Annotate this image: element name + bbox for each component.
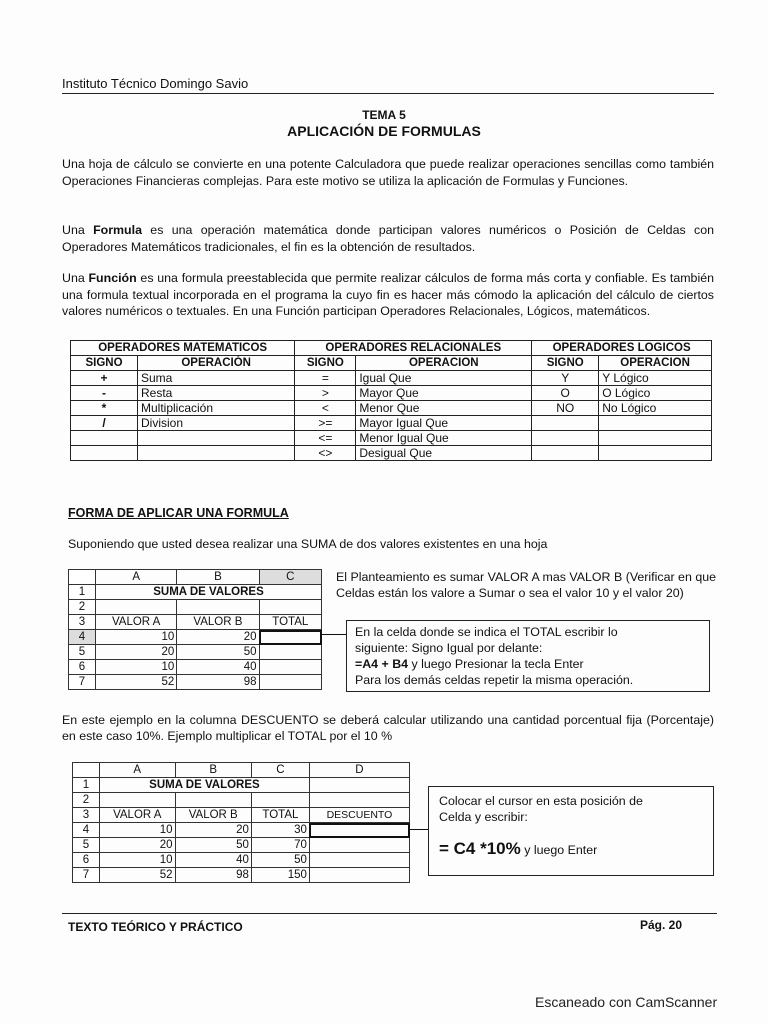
cell-c7: 150 [251, 868, 309, 883]
operator-name: Mayor Que [356, 386, 532, 401]
group-logical: OPERADORES LOGICOS [532, 341, 712, 356]
operator-sign: > [295, 386, 356, 401]
operator-name: O Lógico [599, 386, 712, 401]
formula-definition: es una operación matemática donde participan valores numéricos o Posición de Celdas con Operadores Matemáticos tradicionales, el fin es la obtención de resultados. [62, 223, 714, 254]
cell-a5: 20 [96, 645, 177, 660]
operator-sign [71, 431, 138, 446]
operator-name: No Lógico [599, 401, 712, 416]
row-number: 4 [69, 630, 96, 645]
row-number: 1 [73, 778, 100, 793]
header-descuento: DESCUENTO [309, 808, 409, 823]
operator-sign [532, 431, 599, 446]
suppose-text: Suponiendo que usted desea realizar una SUMA de dos valores existentes en una hoja [68, 537, 548, 551]
operator-name: Igual Que [356, 371, 532, 386]
pointer-line [408, 829, 428, 830]
instruction-line: Colocar el cursor en esta posición de [439, 794, 643, 808]
cell [96, 600, 177, 615]
col-signo: SIGNO [532, 356, 599, 371]
formula-after: y luego Enter [520, 843, 598, 857]
operator-sign: = [295, 371, 356, 386]
operator-sign [532, 446, 599, 461]
cell [175, 793, 251, 808]
col-header-b: B [177, 570, 259, 585]
cursor-instruction-box [428, 786, 714, 876]
header-valor-b: VALOR B [175, 808, 251, 823]
operator-sign [532, 416, 599, 431]
cell [251, 793, 309, 808]
row-number: 6 [69, 660, 96, 675]
function-lead: Una [62, 271, 89, 285]
cell [259, 600, 321, 615]
operator-name: Y Lógico [599, 371, 712, 386]
operator-sign: + [71, 371, 138, 386]
col-header-d: D [309, 763, 409, 778]
cell-a5: 20 [100, 838, 176, 853]
institution-name: Instituto Técnico Domingo Savio [62, 76, 249, 91]
col-signo: SIGNO [71, 356, 138, 371]
header-divider [62, 93, 714, 94]
cell-c5: 70 [251, 838, 309, 853]
row-number: 2 [69, 600, 96, 615]
operators-table [70, 340, 712, 461]
operator-row [71, 386, 712, 401]
row-number: 5 [73, 838, 100, 853]
corner-cell [69, 570, 96, 585]
section-title: FORMA DE APLICAR UNA FORMULA [68, 506, 289, 520]
operator-sign: / [71, 416, 138, 431]
header-valor-b: VALOR B [177, 615, 259, 630]
spreadsheet-discount [72, 762, 410, 883]
row-number: 3 [73, 808, 100, 823]
topic-number: TEMA 5 [362, 108, 406, 122]
cell-c6: 50 [251, 853, 309, 868]
cell-b7: 98 [177, 675, 259, 690]
col-operacion: OPERACIÓN [138, 356, 295, 371]
operator-name [138, 446, 295, 461]
cell-c7 [259, 675, 321, 690]
operator-sign: O [532, 386, 599, 401]
operator-sign: < [295, 401, 356, 416]
cell-d6 [309, 853, 409, 868]
function-definition: es una formula preestablecida que permite realizar cálculos de forma más corta y confiable. Es también una formula textual incorporada en el programa la cuyo fin es hacer más cómodo la aplicación del cálculo de ciertos valores numéricos o textuales. En una Función participan Operadores Relacionales, Lógicos, matemáticos. [62, 271, 714, 318]
cell-a7: 52 [96, 675, 177, 690]
operator-row [71, 401, 712, 416]
cell-a4: 10 [100, 823, 176, 838]
row-number: 7 [69, 675, 96, 690]
example-paragraph: En este ejemplo en la columna DESCUENTO se deberá calcular utilizando una cantidad porcentual fija (Porcentaje) en este caso 10%. Ejemplo multiplicar el TOTAL por el 10 % [62, 713, 714, 743]
header-valor-a: VALOR A [96, 615, 177, 630]
page-number: Pág. 20 [640, 918, 683, 932]
col-header-a: A [96, 570, 177, 585]
row-number: 4 [73, 823, 100, 838]
operator-row [71, 431, 712, 446]
operator-sign: NO [532, 401, 599, 416]
instruction-box [346, 620, 710, 692]
operator-sign: - [71, 386, 138, 401]
operator-row [71, 416, 712, 431]
instruction-line: Para los demás celdas repetir la misma operación. [355, 673, 634, 687]
col-header-c: C [259, 570, 321, 585]
operator-sign [71, 446, 138, 461]
formula-paragraph [62, 222, 714, 255]
cell-b4: 20 [177, 630, 259, 645]
sheet-title: SUMA DE VALORES [96, 585, 322, 600]
operator-name: Desigual Que [356, 446, 532, 461]
cell-d5 [309, 838, 409, 853]
cell [309, 778, 409, 793]
cell-a7: 52 [100, 868, 176, 883]
cell-a4: 10 [96, 630, 177, 645]
spreadsheet-sum [68, 569, 322, 690]
cell-b7: 98 [175, 868, 251, 883]
corner-cell [73, 763, 100, 778]
cell-c4-selected [259, 630, 321, 645]
row-number: 5 [69, 645, 96, 660]
operator-name: Suma [138, 371, 295, 386]
operator-name: Menor Igual Que [356, 431, 532, 446]
intro-paragraph: Una hoja de cálculo se convierte en una potente Calculadora que puede realizar operaciones sencillas como también Operaciones Financieras complejas. Para este motivo se utiliza la aplicación de Formulas y Funciones. [62, 157, 714, 188]
cell-b5: 50 [175, 838, 251, 853]
page-title: APLICACIÓN DE FORMULAS [287, 123, 481, 139]
cell-d7 [309, 868, 409, 883]
instruction-line: En la celda donde se indica el TOTAL escribir lo [355, 625, 618, 639]
operator-row [71, 371, 712, 386]
row-number: 6 [73, 853, 100, 868]
operator-name: Resta [138, 386, 295, 401]
cell-c6 [259, 660, 321, 675]
operator-sign: <= [295, 431, 356, 446]
instruction-line [355, 656, 701, 672]
col-operacion: OPERACION [599, 356, 712, 371]
cell-a6: 10 [100, 853, 176, 868]
col-header-b: B [175, 763, 251, 778]
operator-sign: * [71, 401, 138, 416]
header-total: TOTAL [251, 808, 309, 823]
operator-sign: <> [295, 446, 356, 461]
instruction-line: Celda y escribir: [439, 810, 528, 824]
operator-name [599, 446, 712, 461]
operator-sign: >= [295, 416, 356, 431]
operators-rows [71, 371, 712, 461]
cell-c5 [259, 645, 321, 660]
discount-formula: = C4 *10% [439, 839, 521, 858]
operator-name: Multiplicación [138, 401, 295, 416]
row-number: 3 [69, 615, 96, 630]
planteamiento-text: El Planteamiento es sumar VALOR A mas VALOR B (Verificar en que Celdas están los valore a Sumar o sea el valor 10 y el valor 20) [336, 570, 716, 600]
function-term: Función [88, 271, 137, 285]
operator-name: Division [138, 416, 295, 431]
formula-example: =A4 + B4 [355, 657, 409, 671]
row-number: 2 [73, 793, 100, 808]
header-total: TOTAL [259, 615, 321, 630]
operator-name: Menor Que [356, 401, 532, 416]
row-number: 1 [69, 585, 96, 600]
instruction-rest: y luego Presionar la tecla Enter [408, 657, 584, 671]
operator-name [138, 431, 295, 446]
operator-name: Mayor Igual Que [356, 416, 532, 431]
formula-term: Formula [93, 223, 142, 237]
col-header-c: C [251, 763, 309, 778]
col-header-a: A [100, 763, 176, 778]
operator-name [599, 431, 712, 446]
cell [100, 793, 176, 808]
cell [177, 600, 259, 615]
col-operacion: OPERACION [356, 356, 532, 371]
instruction-line: siguiente: Signo Igual por delante: [355, 641, 543, 655]
group-relational: OPERADORES RELACIONALES [295, 341, 532, 356]
cell-b5: 50 [177, 645, 259, 660]
cell [309, 793, 409, 808]
operator-row [71, 446, 712, 461]
group-math: OPERADORES MATEMATICOS [71, 341, 295, 356]
formula-lead: Una [62, 223, 94, 237]
pointer-line [320, 634, 346, 635]
cell-c4: 30 [251, 823, 309, 838]
col-signo: SIGNO [295, 356, 356, 371]
cell-b4: 20 [175, 823, 251, 838]
row-number: 7 [73, 868, 100, 883]
formula-line [439, 841, 703, 858]
function-paragraph [62, 270, 714, 320]
scanner-watermark: Escaneado con CamScanner [535, 994, 718, 1010]
footer-divider [62, 913, 717, 914]
header-valor-a: VALOR A [100, 808, 176, 823]
operator-sign: Y [532, 371, 599, 386]
sheet-title: SUMA DE VALORES [100, 778, 310, 793]
cell-d4-selected [309, 823, 409, 838]
cell-b6: 40 [175, 853, 251, 868]
operator-name [599, 416, 712, 431]
cell-a6: 10 [96, 660, 177, 675]
cell-b6: 40 [177, 660, 259, 675]
footer-book-title: TEXTO TEÓRICO Y PRÁCTICO [68, 920, 243, 934]
